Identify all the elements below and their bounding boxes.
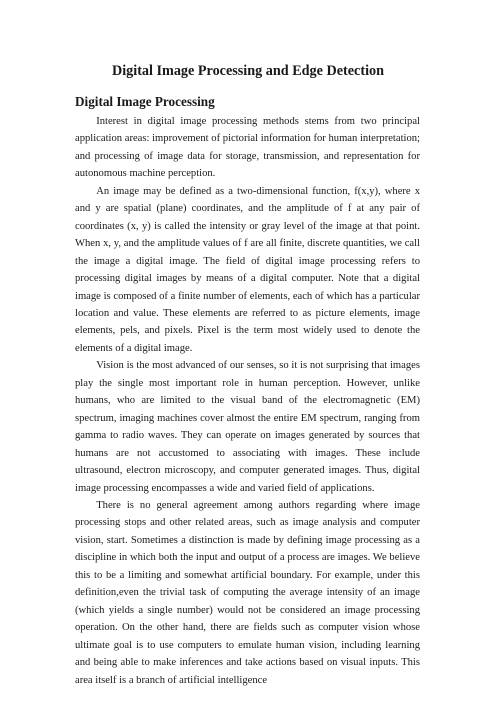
paragraph: An image may be defined as a two-dimensional function, f(x,y), where x and y are spatial (plane) coordinates, and the amplitude of f at any pair of coordinates (x, y) is called the intensity or gray level of the image at that point. When x, y, and the amplitude values of f are all finite, discrete quantities, we call the image a digital image. The field of digital image processing refers to processing digital images by means of a digital computer. Note that a digital image is composed of a finite number of elements, each of which has a particular location and value. These elements are referred to as picture elements, image elements, pels, and pixels. Pixel is the term most widely used to denote the elements of a digital image.	[75, 185, 420, 354]
paragraph: Interest in digital image processing methods stems from two principal application areas: improvement of pictorial information for human interpretation; and processing of image data for storage, transmission, and representation for autonomous machine perception.	[75, 116, 420, 180]
document-title: Digital Image Processing and Edge Detection	[111, 63, 385, 79]
body-text	[75, 113, 420, 689]
section-heading: Digital Image Processing	[75, 94, 215, 109]
paragraph: There is no general agreement among authors regarding where image processing stops and other related areas, such as image analysis and computer vision, start. Sometimes a distinction is made by defining image processing as a discipline in which both the input and output of a process are images. We believe this to be a limiting and somewhat artificial boundary. For example, under this definition,even the trivial task of computing the average intensity of an image (which yields a single number) would not be considered an image processing operation. On the other hand, there are fields such as computer vision whose ultimate goal is to use computers to emulate human vision, including learning and being able to make inferences and take actions based on visual inputs. This area itself is a branch of artificial intelligence	[75, 499, 420, 686]
paragraph: Vision is the most advanced of our senses, so it is not surprising that images play the single most important role in human perception. However, unlike humans, who are limited to the visual band of the electromagnetic (EM) spectrum, imaging machines cover almost the entire EM spectrum, ranging from gamma to radio waves. They can operate on images generated by sources that humans are not accustomed to associating with images. These include ultrasound, electron microscopy, and computer generated images. Thus, digital image processing encompasses a wide and varied field of applications.	[75, 360, 420, 494]
